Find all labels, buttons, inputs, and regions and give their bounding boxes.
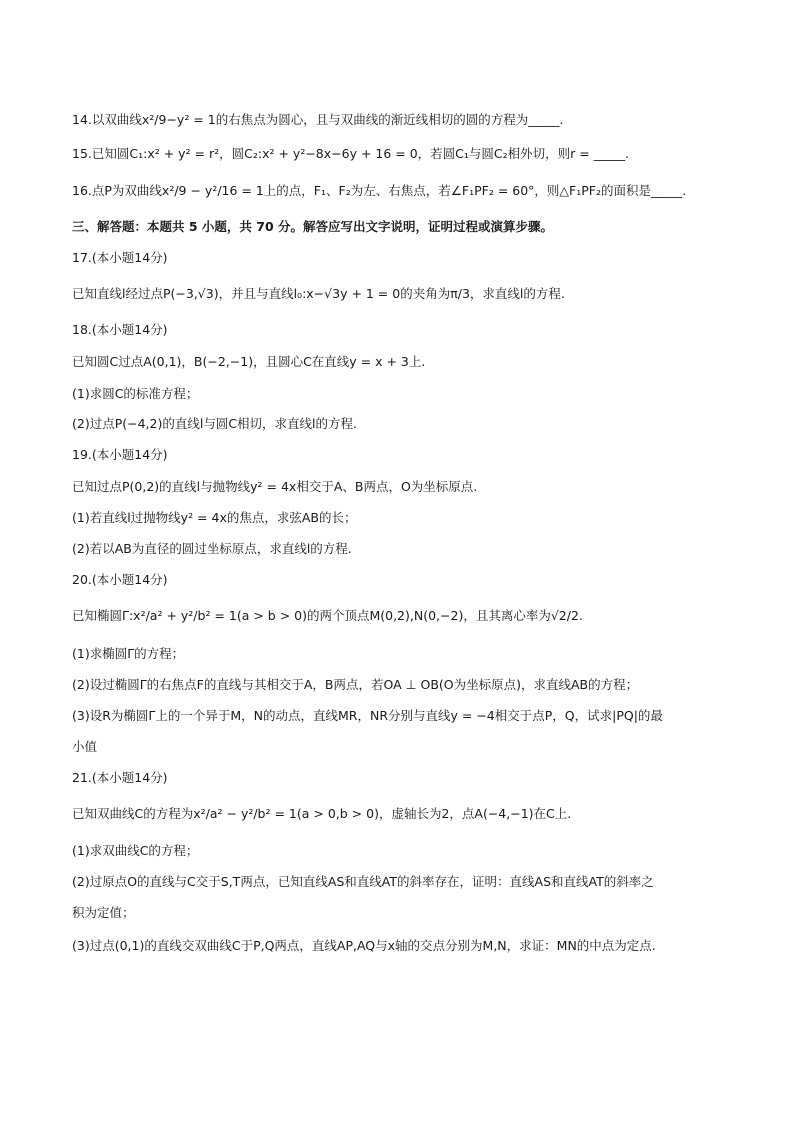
question-19-header: 19.(本小题14分) (72, 447, 168, 462)
question-21-part-2-cont: 积为定值； (72, 905, 135, 920)
question-20-part-3-cont: 小值 (72, 739, 98, 754)
question-19-text: 已知过点P(0,2)的直线l与抛物线y² = 4x相交于A、B两点，O为坐标原点. (72, 479, 478, 494)
question-18-header: 18.(本小题14分) (72, 322, 168, 337)
question-20-text: 已知椭圆Γ:x²/a² + y²/b² = 1(a > b > 0)的两个顶点M(0,2),N(0,−2)，且其离心率为√2/2. (72, 608, 583, 623)
question-19-part-1: (1)若直线l过抛物线y² = 4x的焦点，求弦AB的长； (72, 510, 357, 525)
question-20-part-3: (3)设R为椭圆Γ上的一个异于M，N的动点，直线MR，NR分别与直线y = −4相交于点P，Q，试求|PQ|的最 (72, 708, 663, 723)
question-15: 15.已知圆C₁:x² + y² = r²，圆C₂:x² + y²−8x−6y + 16 = 0，若圆C₁与圆C₂相外切，则r = _____. (72, 146, 629, 161)
question-18-text: 已知圆C过点A(0,1)，B(−2,−1)，且圆心C在直线y = x + 3上. (72, 354, 426, 369)
question-14: 14.以双曲线x²/9−y² = 1的右焦点为圆心，且与双曲线的渐近线相切的圆的方程为_____. (72, 112, 564, 127)
question-20-part-1: (1)求椭圆Γ的方程； (72, 646, 185, 661)
question-21-part-1: (1)求双曲线C的方程； (72, 843, 199, 858)
question-16: 16.点P为双曲线x²/9 − y²/16 = 1上的点，F₁、F₂为左、右焦点，若∠F₁PF₂ = 60°，则△F₁PF₂的面积是_____. (72, 183, 687, 198)
question-21-part-3: (3)过点(0,1)的直线交双曲线C于P,Q两点，直线AP,AQ与x轴的交点分别为M,N，求证：MN的中点为定点. (72, 938, 656, 953)
question-20-part-2: (2)设过椭圆Γ的右焦点F的直线与其相交于A，B两点，若OA ⊥ OB(O为坐标原点)，求直线AB的方程； (72, 677, 639, 692)
question-20-header: 20.(本小题14分) (72, 572, 168, 587)
question-17-header: 17.(本小题14分) (72, 250, 168, 265)
question-17-text: 已知直线l经过点P(−3,√3)，并且与直线l₀:x−√3y + 1 = 0的夹角为π/3，求直线l的方程. (72, 286, 565, 301)
question-21-part-2: (2)过原点O的直线与C交于S,T两点，已知直线AS和直线AT的斜率存在，证明：直线AS和直线AT的斜率之 (72, 874, 654, 889)
question-21-text: 已知双曲线C的方程为x²/a² − y²/b² = 1(a > 0,b > 0)，虚轴长为2，点A(−4,−1)在C上. (72, 806, 572, 821)
question-21-header: 21.(本小题14分) (72, 770, 168, 785)
question-19-part-2: (2)若以AB为直径的圆过坐标原点，求直线l的方程. (72, 541, 352, 556)
question-18-part-2: (2)过点P(−4,2)的直线l与圆C相切，求直线l的方程. (72, 416, 357, 431)
question-18-part-1: (1)求圆C的标准方程； (72, 386, 199, 401)
section-heading: 三、解答题：本题共 5 小题，共 70 分。解答应写出文字说明，证明过程或演算步骤。 (72, 219, 554, 234)
